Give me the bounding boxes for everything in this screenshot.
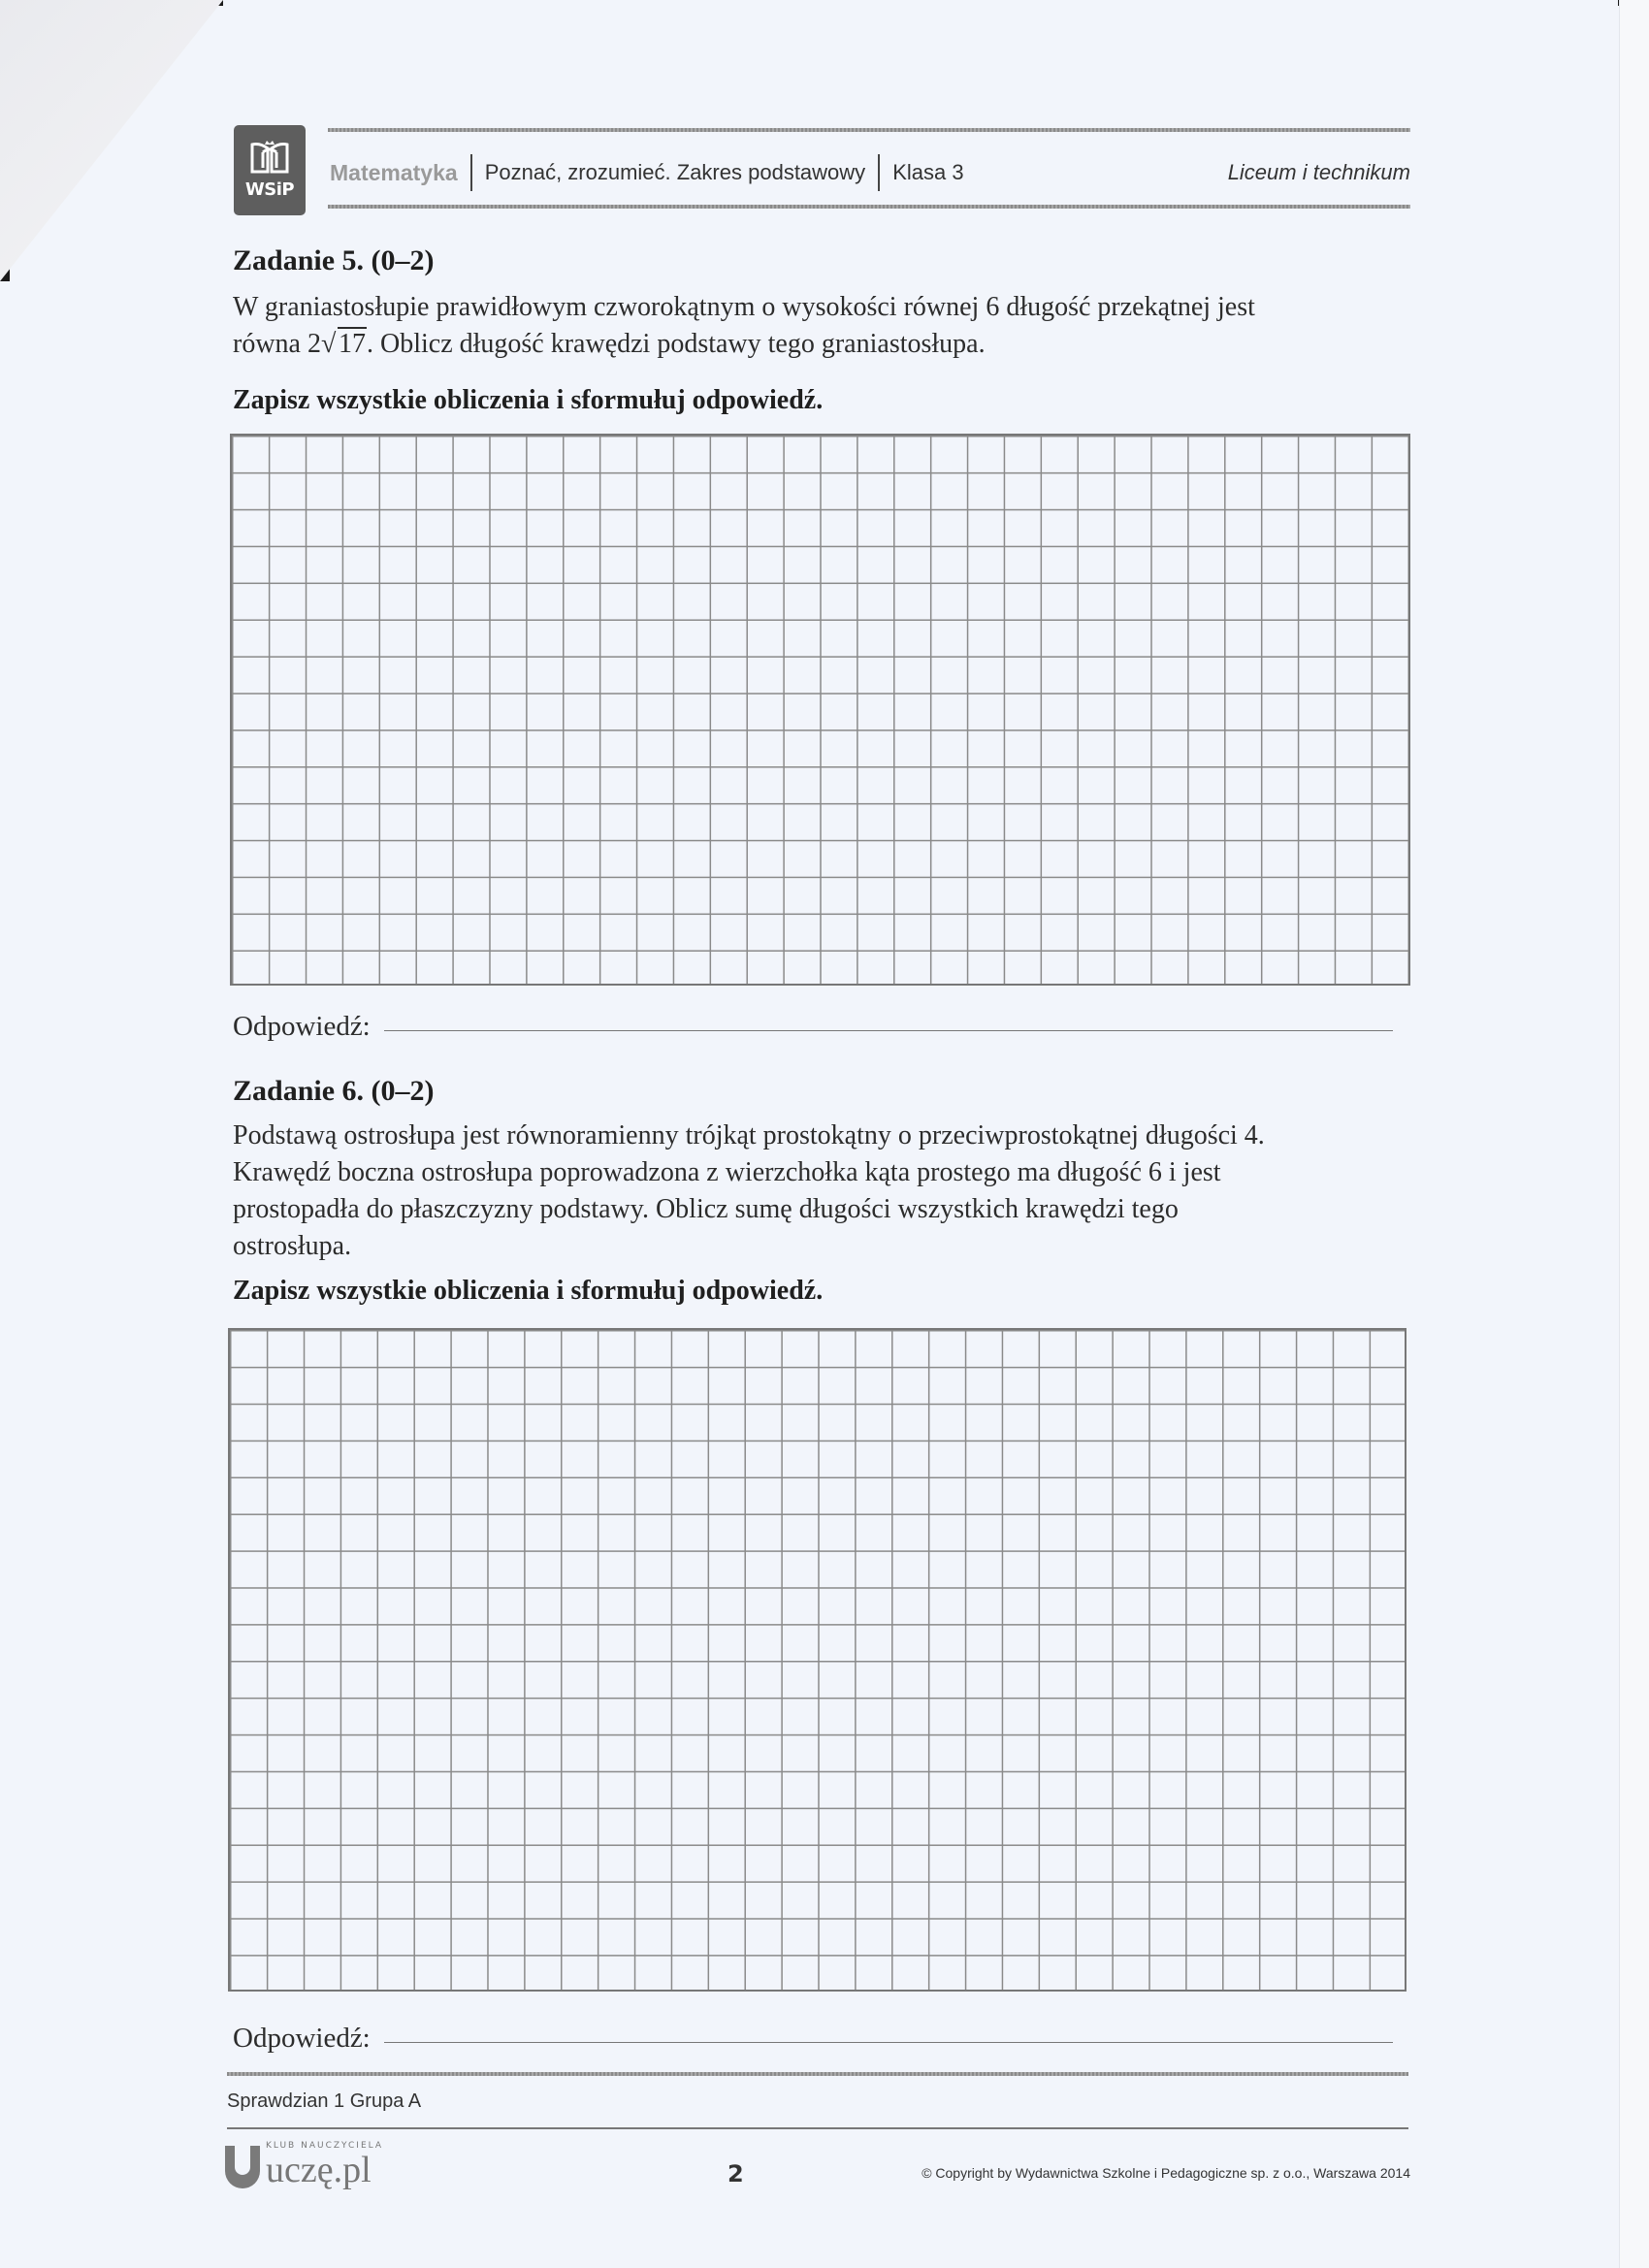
task-5-answer-line[interactable] — [384, 1030, 1393, 1031]
header-bar — [330, 153, 1410, 192]
task-6-points: (0–2) — [371, 1075, 435, 1107]
task-6-answer-label: Odpowiedź: — [233, 2023, 371, 2054]
task-5-answer-label: Odpowiedź: — [233, 1011, 371, 1042]
logo-brand: uczę.pl — [266, 2150, 372, 2190]
header-school-level: Liceum i technikum — [1227, 160, 1410, 184]
ucze-pl-logo-text — [266, 2140, 383, 2188]
task-6-instruction: Zapisz wszystkie obliczenia i sformułuj odpowiedź. — [233, 1276, 824, 1306]
folded-corner — [0, 0, 223, 281]
task-6-line-1: Podstawą ostrosłupa jest równoramienny trójkąt prostokątny o przeciwprostokątnej długości 4. — [233, 1120, 1265, 1150]
header-class: Klasa 3 — [892, 160, 964, 184]
task-5-answer — [233, 1009, 1393, 1044]
footer-test-name: Sprawdzian 1 Grupa A — [227, 2090, 422, 2112]
logo-tagline: KLUB NAUCZYCIELA — [266, 2141, 384, 2151]
footer-bar — [225, 2138, 1410, 2188]
header-separator — [878, 154, 880, 191]
task-6-answer — [233, 2021, 1393, 2056]
ucze-pl-logo — [225, 2140, 516, 2188]
task-6-line-3: prostopadła do płaszczyzny podstawy. Oblicz sumę długości wszystkich krawędzi tego — [233, 1194, 1179, 1224]
task-5-line-2-prefix: równa 2 — [233, 329, 321, 359]
page-number: 2 — [728, 2160, 744, 2187]
header-rule-bottom — [328, 205, 1410, 209]
wsip-logo — [234, 125, 306, 215]
task-5-answer-grid[interactable] — [230, 434, 1410, 986]
task-5-line-1: W graniastosłupie prawidłowym czworokątnym o wysokości równej 6 długość przekątnej jest — [233, 292, 1255, 322]
scan-margin-right — [1619, 0, 1649, 2268]
task-6-title — [233, 1073, 435, 1110]
task-5-line-2 — [233, 326, 1426, 363]
book-crown-icon — [248, 139, 291, 178]
header-rule-top — [328, 128, 1410, 132]
task-5-number: Zadanie 5. — [233, 244, 365, 276]
task-6-line-2: Krawędź boczna ostrosłupa poprowadzona z wierzchołka kąta prostego ma długość 6 i jest — [233, 1157, 1221, 1187]
task-5-points: (0–2) — [371, 244, 435, 276]
header-separator — [470, 154, 472, 191]
task-6-answer-line[interactable] — [384, 2042, 1393, 2043]
task-6-line-4: ostrosłupa. — [233, 1231, 352, 1261]
footer-rule-top — [227, 2072, 1408, 2076]
task-5-line-2-suffix: . Oblicz długość krawędzi podstawy tego graniastosłupa. — [366, 329, 986, 359]
u-logo-icon — [225, 2146, 260, 2188]
task-5-title — [233, 243, 435, 279]
task-6-body — [233, 1118, 1426, 1265]
radicand: 17 — [338, 329, 366, 359]
footer-rule-bottom — [227, 2127, 1408, 2129]
task-5-instruction: Zapisz wszystkie obliczenia i sformułuj odpowiedź. — [233, 385, 824, 415]
header-series: Poznać, zrozumieć. Zakres podstawowy — [484, 160, 866, 184]
task-5-body — [233, 289, 1426, 363]
square-root — [322, 330, 367, 359]
copyright-notice: © Copyright by Wydawnictwa Szkolne i Pedagogiczne sp. z o.o., Warszawa 2014 — [922, 2165, 1410, 2181]
task-6-number: Zadanie 6. — [233, 1075, 365, 1107]
task-6-answer-grid[interactable] — [228, 1328, 1406, 1992]
header-subject: Matematyka — [330, 160, 458, 185]
wsip-logo-text: WSiP — [244, 179, 295, 200]
